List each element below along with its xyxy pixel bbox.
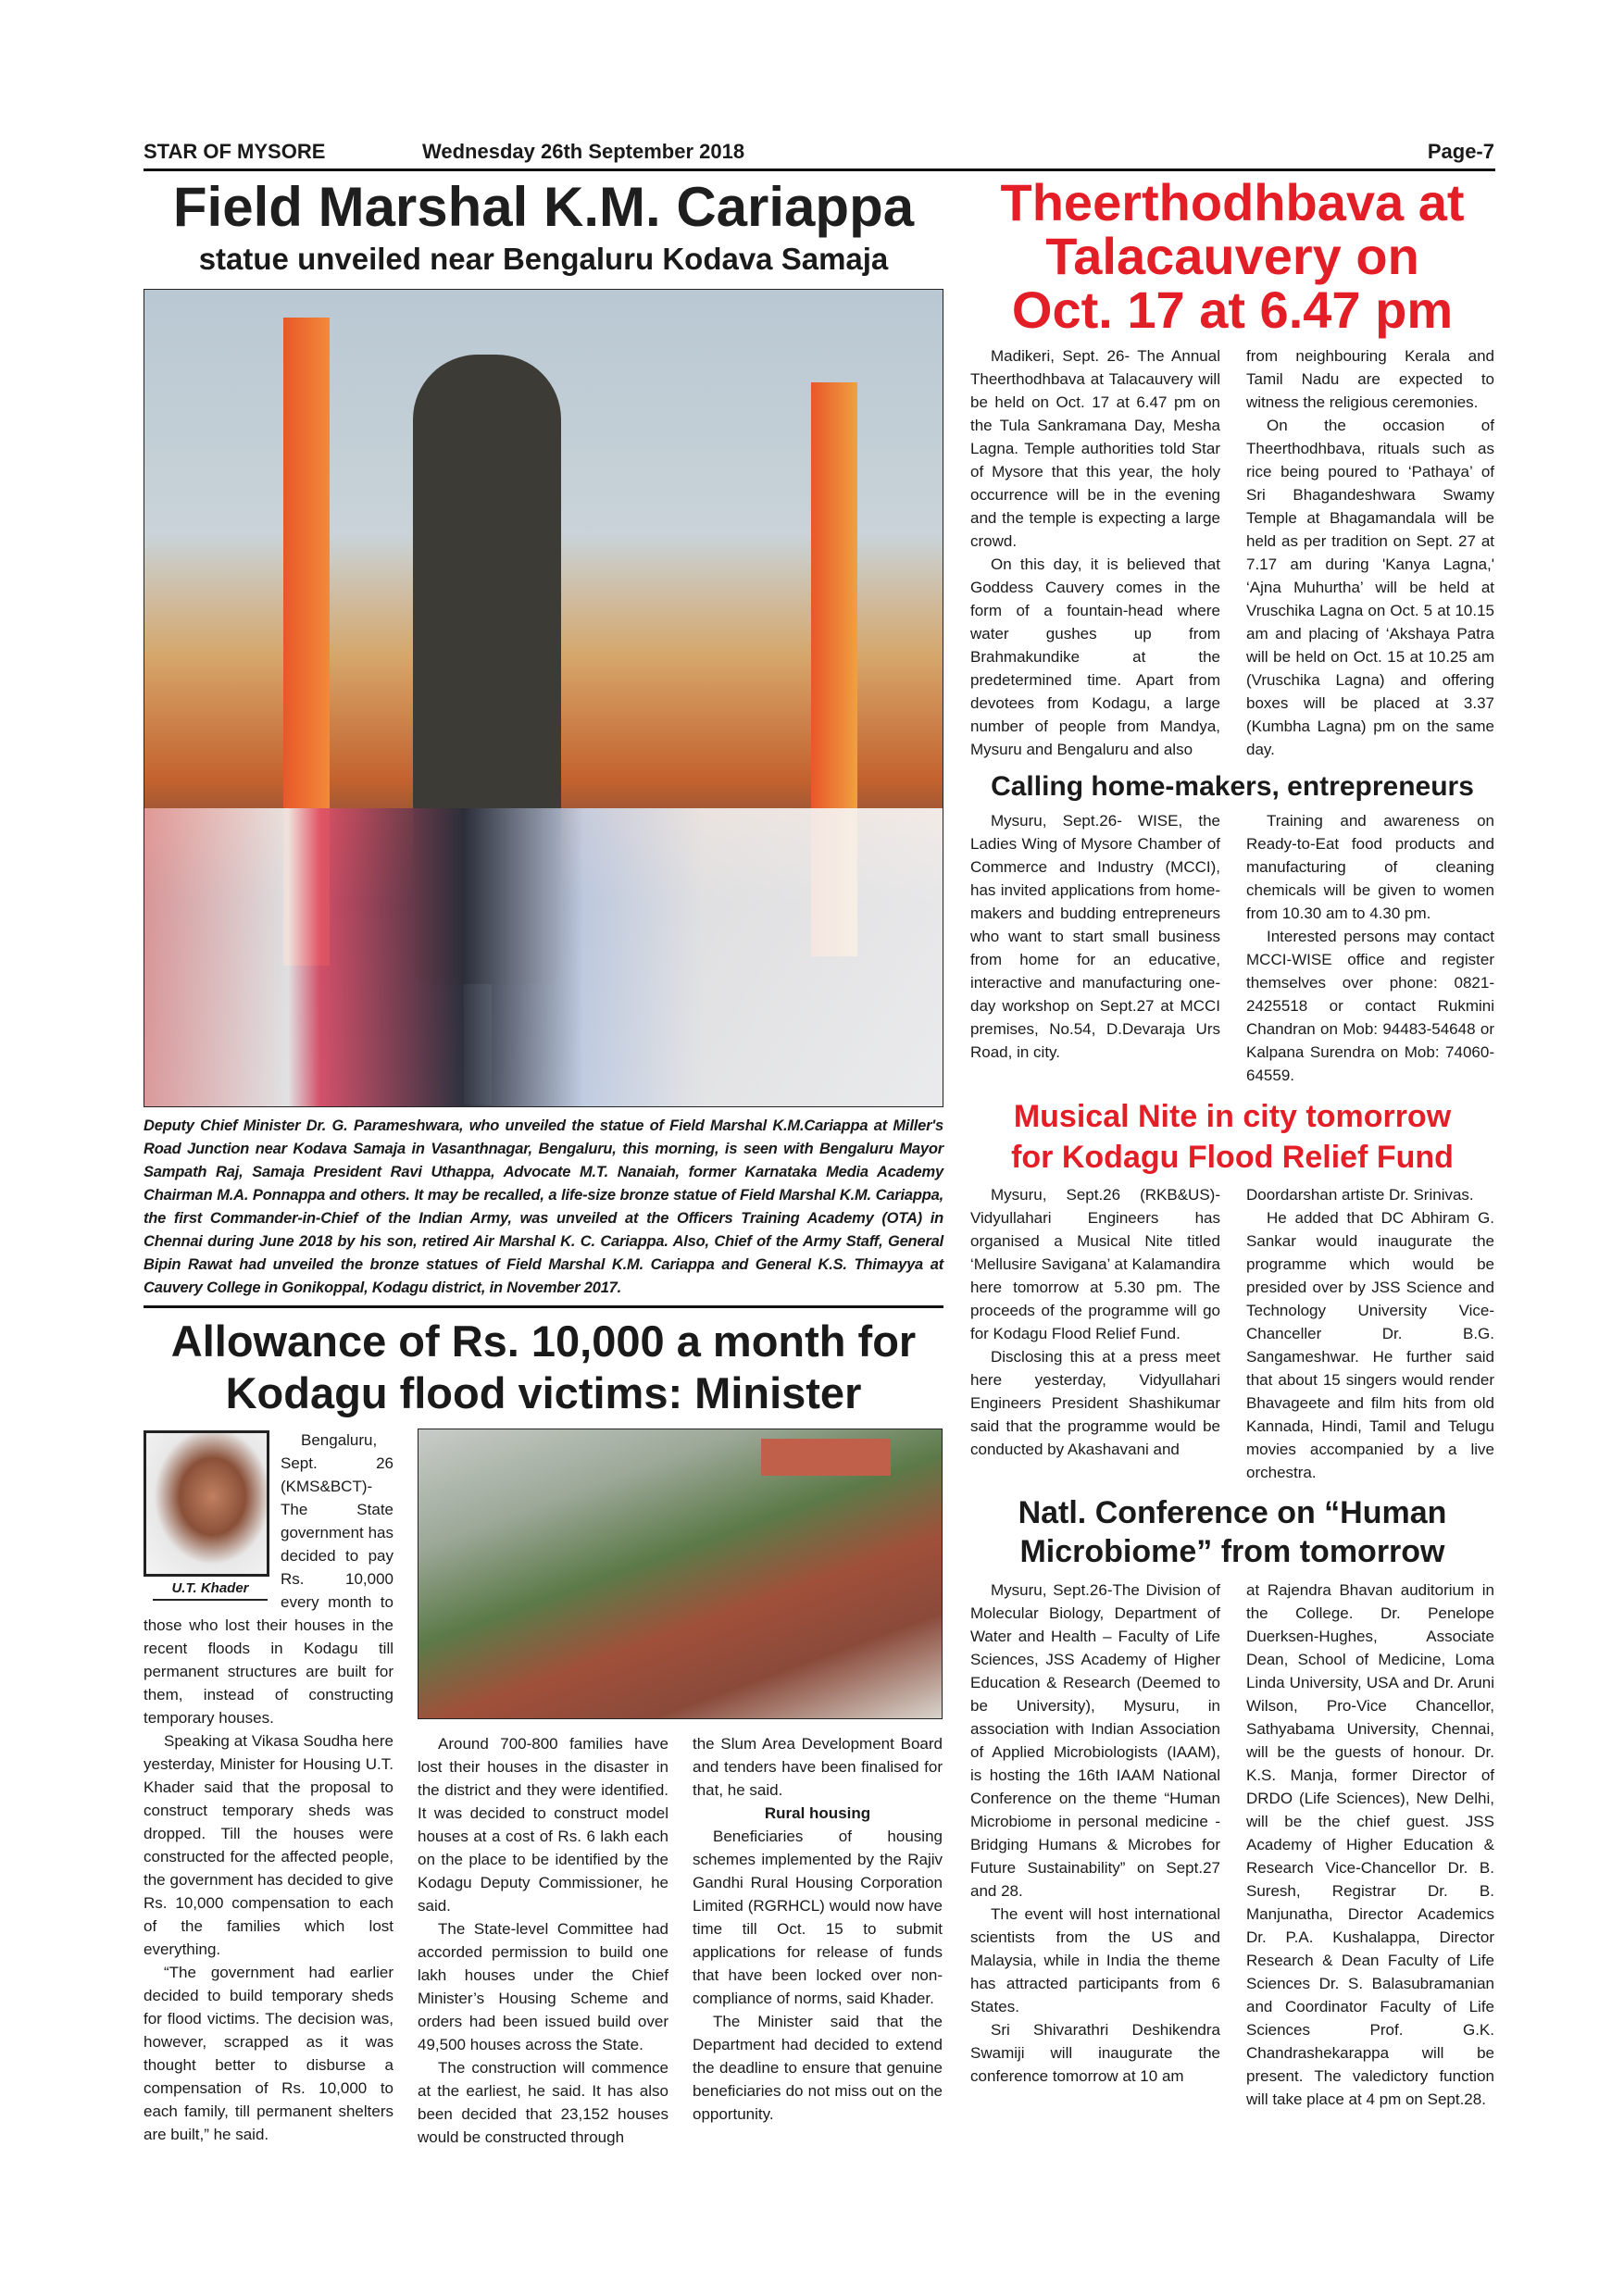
theertha-headline-line: Talacauvery on	[1045, 227, 1419, 285]
theertha-column-2	[1246, 344, 1494, 761]
article-paragraph: “The government had earlier decided to build temporary sheds for flood victims. The decision was, however, scrapped as it was thought better to disburse a compensation of Rs. 10,000 to each family, till permanent shelters are built,” he said.	[144, 1964, 394, 2143]
caption-rule	[144, 1305, 943, 1308]
article-paragraph: On the occasion of Theerthodhbava, rituals such as rice being poured to ‘Pathaya’ of Sri Bhagandeshwara Swamy Temple at Bhagamandala will be held as per tradition on Sept. 27 at 7.17 am during 'Kanya Lagna,' ‘Ajna Muhurtha’ will be held at Vruschika Lagna on Oct. 5 at 10.15 am and placing of ‘Akshaya Patra will be held on Oct. 15 at 10.25 am (Vruschika Lagna) and offering boxes will be placed at 3.37 (Kumbha Lagna) pm on the same day.	[1246, 417, 1494, 758]
allowance-headline-line-2: Kodagu flood victims: Minister	[225, 1368, 862, 1417]
article-paragraph: Interested persons may contact MCCI-WISE office and register themselves over phone: 0821-2425518 or contact Rukmini Chandran on Mob: 94483-54648 or Kalpana Surendra on Mob: 74060-64559.	[1246, 928, 1494, 1084]
article-paragraph: Sri Shivarathri Deshikendra Swamiji will inaugurate the conference tomorrow at 10 am	[970, 2021, 1220, 2085]
article-paragraph: The event will host international scientists from the US and Malaysia, while in India the theme has attracted participants from 6 States.	[970, 1905, 1220, 2015]
article-paragraph: Madikeri, Sept. 26- The Annual Theerthodhbava at Talacauvery will be held on Oct. 17 at 6.47 pm on the Tula Sankramana Day, Mesha Lagna. Temple authorities told Star of Mysore that this year, the holy occurrence will be in the evening and the temple is expecting a large crowd.	[970, 347, 1220, 550]
landslide-photo	[418, 1429, 943, 1719]
theertha-column-1	[970, 344, 1220, 761]
musical-headline	[970, 1096, 1494, 1178]
musical-column-2	[1246, 1183, 1494, 1484]
article-paragraph: Speaking at Vikasa Soudha here yesterday, Minister for Housing U.T. Khader said that the proposal to construct temporary sheds was dropped. Till the houses were constructed for the affected people, the government has decided to give Rs. 10,000 compensation to each of the families which lost everything.	[144, 1732, 394, 1958]
article-paragraph: Training and awareness on Ready-to-Eat food products and manufacturing of cleaning chemicals will be given to women from 10.30 am to 4.30 pm.	[1246, 812, 1494, 922]
allowance-column-3	[693, 1732, 943, 2126]
cariappa-subhead: statue unveiled near Bengaluru Kodava Samaja	[198, 242, 889, 276]
microbiome-column-2	[1246, 1578, 1494, 2111]
portrait-float	[144, 1430, 273, 1601]
paragraph-continued: the Slum Area Development Board and tenders have been finalised for that, he said.	[693, 1735, 943, 1799]
wise-column-2	[1246, 809, 1494, 1087]
theertha-headline	[970, 173, 1494, 339]
musical-body	[970, 1183, 1494, 1484]
article-paragraph: Around 700-800 families have lost their houses in the disaster in the district and they were identified. It was decided to construct model houses at a cost of Rs. 6 lakh each on the place to be identified by the Kodagu Deputy Commissioner, he said.	[418, 1735, 668, 1915]
house-roof	[761, 1439, 891, 1476]
article-paragraph: Mysuru, Sept.26-The Division of Molecular Biology, Department of Water and Health – Faculty of Life Sciences, JSS Academy of Higher Education & Research (Deemed to be University), Mysuru, in association with Indian Association of Applied Microbiologists (IAAM), is hosting the 16th IAAM National Conference on the theme “Human Microbiome in personal medicine - Bridging Humans & Microbes for Future Sustainability” on Sept.27 and 28.	[970, 1581, 1220, 1900]
theertha-headline-line: Oct. 17 at 6.47 pm	[1011, 281, 1454, 339]
article-paragraph: Mysuru, Sept.26- WISE, the Ladies Wing of Mysore Chamber of Commerce and Industry (MCCI), has invited applications from home-makers and budding entrepreneurs who want to start small business from home for an educative, interactive and manufacturing one-day workshop on Sept.27 at MCCI premises, No.54, D.Devaraja Urs Road, in city.	[970, 812, 1220, 1061]
microbiome-headline	[970, 1493, 1494, 1571]
article-paragraph: Beneficiaries of housing schemes implemented by the Rajiv Gandhi Rural Housing Corporation Limited (RGRHCL) would now have time till Oct. 15 to submit applications for release of funds that have been locked over non-compliance of norms, said Khader.	[693, 1828, 943, 2007]
microbiome-headline-line: Microbiome” from tomorrow	[1019, 1534, 1445, 1569]
article-paragraph: He added that DC Abhiram G. Sankar would inaugurate the programme which would be presided over by JSS Science and Technology University Vice-Chanceller Dr. B.G. Sangameshwar. He further said that about 15 singers would render Bhavageete and film hits from old Kannada, Hindi, Tamil and Telugu movies accompanied by a live orchestra.	[1246, 1209, 1494, 1481]
article-paragraph: On this day, it is believed that Goddess Cauvery comes in the form of a fountain-head where water gushes up from Brahmakundike at the predetermined time. Apart from devotees from Kodagu, a large number of people from Mandya, Mysuru and Bengaluru and also	[970, 555, 1220, 758]
microbiome-column-1	[970, 1578, 1220, 2088]
musical-column-1	[970, 1183, 1220, 1461]
wise-headline: Calling home-makers, entrepreneurs	[991, 771, 1474, 802]
khader-portrait	[144, 1430, 269, 1577]
article-paragraph: The construction will commence at the earliest, he said. It has also been decided that 23,152 houses would be constructed through	[418, 2059, 668, 2146]
theertha-headline-line: Theerthodhbava at	[1000, 173, 1465, 231]
allowance-column-1	[144, 1429, 394, 2146]
allowance-body	[144, 1429, 943, 2149]
paper-name: STAR OF MYSORE	[144, 140, 326, 163]
musical-headline-line: Musical Nite in city tomorrow	[1013, 1099, 1452, 1134]
microbiome-body	[970, 1578, 1494, 2111]
cariappa-headline: Field Marshal K.M. Cariappa	[172, 176, 915, 238]
allowance-headline-line-1: Allowance of Rs. 10,000 a month for	[170, 1316, 917, 1366]
issue-date: Wednesday 26th September 2018	[422, 140, 745, 163]
article-paragraph: Disclosing this at a press meet here yesterday, Vidyullahari Engineers President Shashikumar said that the programme would be conducted by Akashavani and	[970, 1348, 1220, 1458]
right-section	[970, 173, 1494, 2111]
allowance-column-2	[418, 1732, 668, 2149]
paragraph-continued: at Rajendra Bhavan auditorium in the College. Dr. Penelope Duerksen-Hughes, Associate Dean, School of Medicine, Loma Linda University, USA and Dr. Aruni Wilson, Pro-Vice Chancellor, Sathyabama University, Chennai, will be the guests of honour. Dr. K.S. Manja, former Director of DRDO (Life Sciences), New Delhi, will be the chief guest. JSS Academy of Higher Education & Research Vice-Chancellor Dr. B. Suresh, Registrar Dr. B. Manjunatha, Director Academics Dr. P.A. Kushalappa, Director Research & Dean Faculty of Life Sciences Dr. S. Balasubramanian and Coordinator Faculty of Life Sciences Prof. G.K. Chandrashekarappa will be present. The valedictory function will take place at 4 pm on Sept.28.	[1246, 1581, 1494, 2108]
article-paragraph: Mysuru, Sept.26 (RKB&US)- Vidyullahari Engineers has organised a Musical Nite titled ‘Mellusire Savigana’ at Kalamandira here tomorrow at 5.30 pm. The proceeds of the programme will go for Kodagu Flood Relief Fund.	[970, 1186, 1220, 1342]
allowance-lead-paragraph: Bengaluru, Sept. 26 (KMS&BCT)- The State government has decided to pay Rs. 10,000 every month to those who lost their houses in the recent floods in Kodagu till permanent structures are built for them, instead of constructing temporary houses.	[144, 1431, 394, 1727]
page-number: Page-7	[1427, 140, 1494, 163]
microbiome-headline-line: Natl. Conference on “Human	[1018, 1495, 1447, 1530]
allowance-headline	[144, 1316, 943, 1419]
paragraph-continued: from neighbouring Kerala and Tamil Nadu are expected to witness the religious ceremonies.	[1246, 347, 1494, 411]
article-paragraph: The Minister said that the Department had decided to extend the deadline to ensure that genuine beneficiaries do not miss out on the opportunity.	[693, 2013, 943, 2123]
article-paragraph: The State-level Committee had accorded permission to build one lakh houses under the Chief Minister’s Housing Scheme and orders had been issued build over 49,500 houses across the State.	[418, 1920, 668, 2053]
crowd-of-dignitaries	[144, 808, 943, 1107]
musical-headline-line: for Kodagu Flood Relief Fund	[1011, 1140, 1454, 1175]
subhead-rural-housing: Rural housing	[764, 1804, 871, 1822]
statue-unveiling-photo	[144, 289, 943, 1107]
wise-body	[970, 809, 1494, 1087]
cariappa-photo-caption: Deputy Chief Minister Dr. G. Parameshwara, who unveiled the statue of Field Marshal K.M.Cariappa at Miller's Road Junction near Kodava Samaja in Vasanthnagar, Bengaluru, this morning, is seen with Bengaluru Mayor Sampath Raj, Samaja President Ravi Uthappa, Advocate M.T. Nanaiah, former Karnataka Media Academy Chairman M.A. Ponnappa and others. It may be recalled, a life-size bronze statue of Field Marshal K.M. Cariappa, the first Commander-in-Chief of the Indian Army, was unveiled at the Officers Training Academy (OTA) in Chennai during June 2018 by his son, retired Air Marshal K. C. Cariappa. Also, Chief of the Army Staff, General Bipin Rawat had unveiled the bronze statues of Field Marshal K.M. Cariappa and General K.S. Thimayya at Cauvery College in Gonikoppal, Kodagu district, in November 2017.	[144, 1117, 943, 1296]
khader-photo-caption: U.T. Khader	[153, 1578, 268, 1601]
theertha-body	[970, 344, 1494, 761]
wise-column-1	[970, 809, 1220, 1064]
paragraph-continued: Doordarshan artiste Dr. Srinivas.	[1246, 1186, 1474, 1204]
left-section	[144, 176, 943, 2149]
masthead-rule	[144, 168, 1495, 171]
